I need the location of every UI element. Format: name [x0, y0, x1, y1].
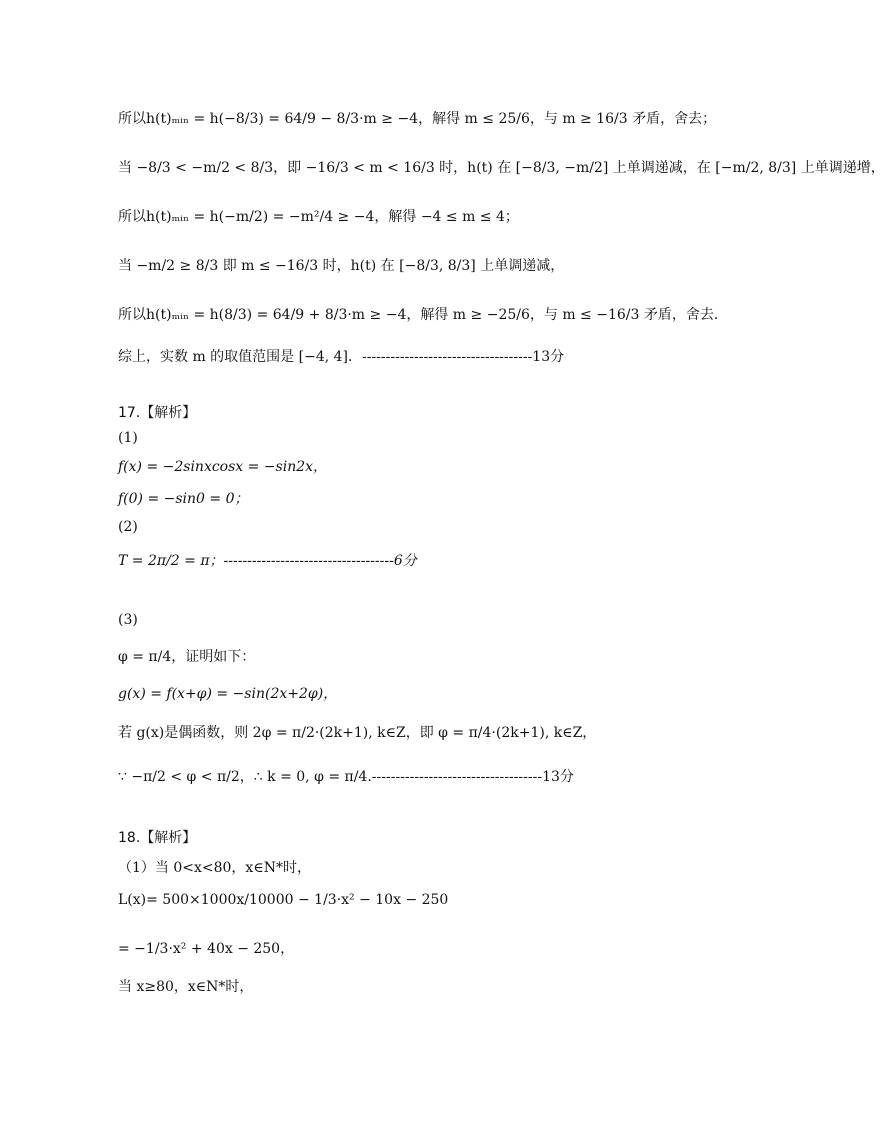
- text-line: f(x) = −2sinxcosx = −sin2x，: [118, 459, 328, 475]
- text-line: 若 g(x)是偶函数，则 2φ = π/2·(2k+1), k∈Z，即 φ = π/4·(2k+1), k∈Z，: [118, 725, 597, 741]
- text-line: g(x) = f(x+φ) = −sin(2x+2φ)，: [118, 686, 338, 702]
- text-line: f(0) = −sin0 = 0；: [118, 491, 249, 507]
- text-line: = −1/3·x² + 40x − 250，: [118, 941, 295, 957]
- part-label: (1): [118, 430, 138, 446]
- text-line: （1）当 0<x<80，x∈N*时，: [118, 860, 311, 876]
- part-label: (3): [118, 612, 138, 628]
- text-line: ∵ −π/2 < φ < π/2，∴ k = 0, φ = π/4.------------------------------------13分: [118, 769, 574, 785]
- text-line: 当 −8/3 < −m/2 < 8/3，即 −16/3 < m < 16/3 时，h(t) 在 [−8/3, −m/2] 上单调递减，在 [−m/2, 8/3] 上单调递增，: [118, 160, 885, 176]
- section-heading: 18.【解析】: [118, 830, 197, 846]
- part-label: (2): [118, 519, 138, 535]
- text-line: 综上，实数 m 的取值范围是 [−4, 4]．------------------------------------13分: [118, 349, 565, 365]
- text-line: 所以h(t)ₘᵢₙ = h(8/3) = 64/9 + 8/3·m ≥ −4，解得 m ≥ −25/6，与 m ≤ −16/3 矛盾，舍去.: [118, 307, 719, 323]
- text-line: 所以h(t)ₘᵢₙ = h(−8/3) = 64/9 − 8/3·m ≥ −4，解得 m ≤ 25/6，与 m ≥ 16/3 矛盾，舍去；: [118, 111, 717, 127]
- text-line: 所以h(t)ₘᵢₙ = h(−m/2) = −m²/4 ≥ −4，解得 −4 ≤ m ≤ 4；: [118, 209, 519, 225]
- text-line: T = 2π/2 = π；------------------------------------6分: [118, 553, 417, 569]
- text-line: φ = π/4，证明如下：: [118, 649, 256, 665]
- text-line: 当 −m/2 ≥ 8/3 即 m ≤ −16/3 时，h(t) 在 [−8/3, 8/3] 上单调递减，: [118, 258, 565, 274]
- text-line: 当 x≥80，x∈N*时，: [118, 979, 254, 995]
- section-heading: 17.【解析】: [118, 405, 197, 421]
- text-line: L(x)= 500×1000x/10000 − 1/3·x² − 10x − 250: [118, 892, 449, 908]
